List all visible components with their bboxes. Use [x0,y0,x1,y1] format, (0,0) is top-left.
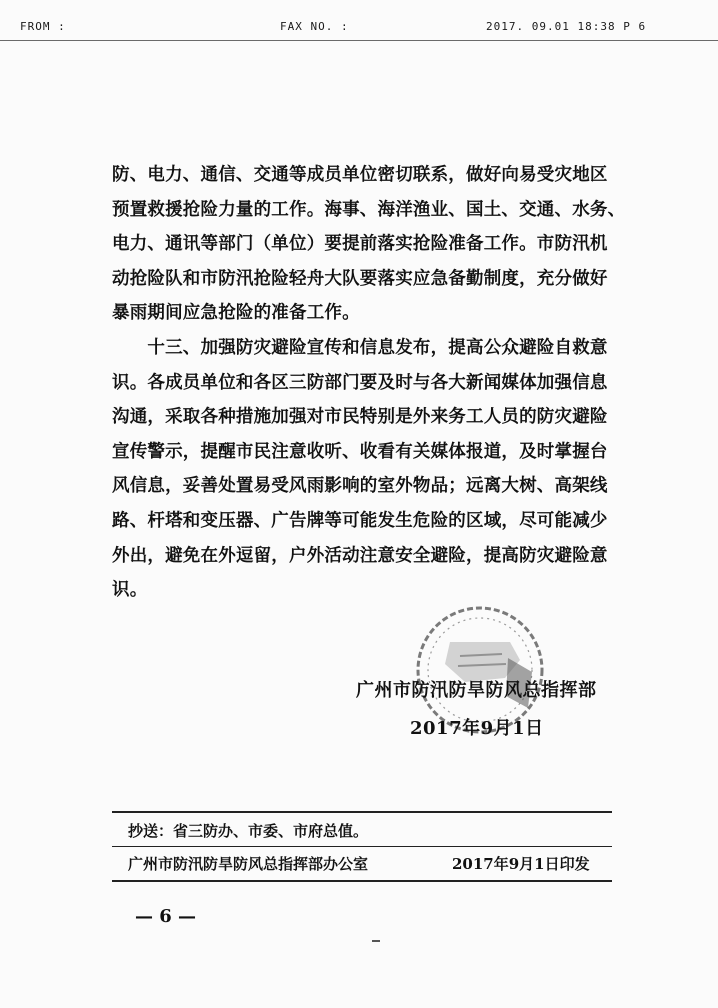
paragraph-2 [112,331,612,608]
fax-datetime: 2017. 09.01 18:38 P 6 [486,20,647,33]
text-line: 动抢险队和市防汛抢险轻舟大队要落实应急备勤制度，充分做好 [112,268,608,289]
scan-speck [372,940,380,942]
text-line: 防、电力、通信、交通等成员单位密切联系，做好向易受灾地区 [112,165,608,185]
signing-date: 2017年9月1日 [410,718,544,739]
issue-date: 2017年9月1日印发 [452,855,590,873]
text-line: 识。 [112,580,148,601]
text-line: 路、杆塔和变压器、广告牌等可能发生危险的区域，尽可能减少 [112,510,608,531]
footer-middle-rule [112,846,612,847]
fax-from: FROM : [20,20,66,33]
issuing-office: 广州市防汛防旱防风总指挥部办公室 [128,855,369,873]
text-line: 外出，避免在外逗留，户外活动注意安全避险，提高防灾避险意 [112,545,608,566]
text-line: 十三、加强防灾避险宣传和信息发布，提高公众避险自救意 [112,337,608,358]
footer-top-rule [112,811,612,813]
text-line: 电力、通讯等部门（单位）要提前落实抢险准备工作。市防汛机 [112,234,608,255]
fax-number: FAX NO. : [280,20,349,33]
document-body [112,158,626,608]
cc-recipients: 抄送：省三防办、市委、市府总值。 [128,822,369,840]
text-line: 宣传警示，提醒市民注意收听、收看有关媒体报道，及时掌握台 [112,441,608,462]
signing-organization: 广州市防汛防旱防风总指挥部 [356,680,597,701]
text-line: 暴雨期间应急抢险的准备工作。 [112,303,360,324]
paragraph-1 [112,158,626,331]
fax-header [0,20,718,40]
footer-bottom-rule [112,880,612,882]
text-line: 识。各成员单位和各区三防部门要及时与各大新闻媒体加强信息 [112,372,608,393]
fax-header-divider [0,40,718,41]
text-line: 风信息，妥善处置易受风雨影响的室外物品；远离大树、高架线 [112,476,608,497]
text-line: 预置救援抢险力量的工作。海事、海洋渔业、国土、交通、水务、 [112,199,626,220]
page-number: — 6 — [135,906,197,927]
text-line: 沟通，采取各种措施加强对市民特别是外来务工人员的防灾避险 [112,407,608,428]
